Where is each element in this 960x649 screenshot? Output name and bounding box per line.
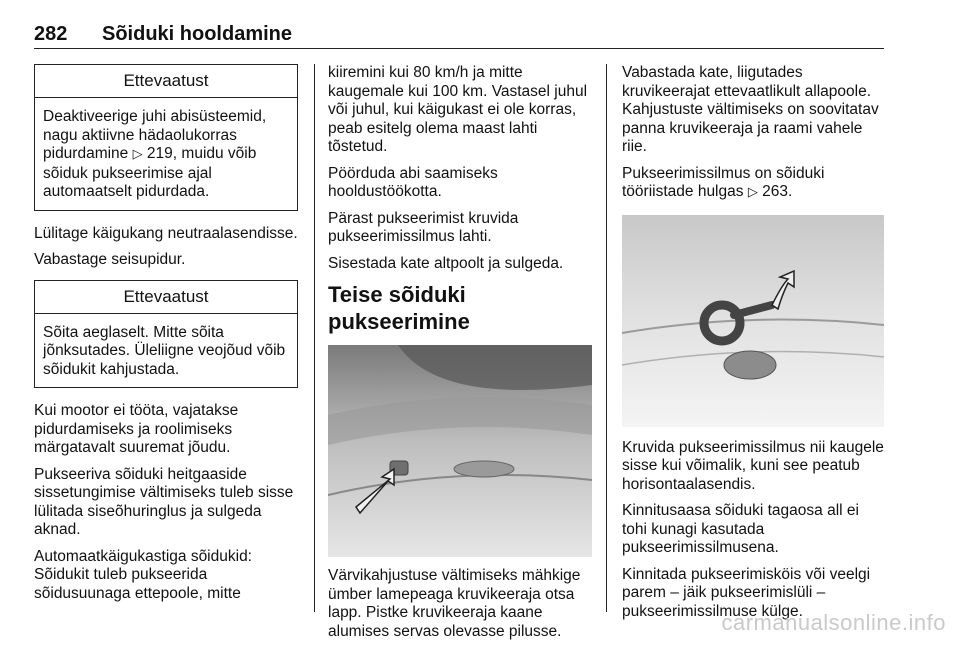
- paragraph: Pukseeriva sõiduki heitgaaside sissetungimise vältimiseks tuleb sisse lülitada siseõhuringlus ja sulgeda aknad.: [34, 465, 294, 538]
- column-divider: [314, 64, 315, 612]
- paragraph: Pöörduda abi saamiseks hooldustöökotta.: [328, 164, 498, 200]
- paragraph: Pukseerimissilmus on sõiduki tööriistade hulgas ▷ 263.: [622, 164, 825, 200]
- warning-title: Ettevaatust: [35, 65, 297, 98]
- page-number: 282: [34, 23, 68, 45]
- page-reference-arrow-icon: ▷: [747, 185, 758, 200]
- paragraph: Vabastage seisupidur.: [34, 251, 186, 268]
- paragraph: Lülitage käigukang neutraalasendisse.: [34, 224, 298, 242]
- header-rule: [34, 48, 884, 49]
- paragraph: Automaatkäigukastiga sõidukid: Sõidukit tuleb pukseerida sõidusuunaga ettepoole, mitte: [34, 547, 252, 602]
- paragraph: Kinnitusaasa sõiduki tagaosa all ei tohi kunagi kasutada pukseerimissilmusena.: [622, 502, 859, 556]
- paragraph: Sisestada kate altpoolt ja sulgeda.: [328, 254, 564, 272]
- page-header: [34, 22, 884, 46]
- paragraph: Kruvida pukseerimissilmus nii kaugele sisse kui võimalik, kuni see peatub horisontaalasendis.: [622, 438, 884, 493]
- paragraph: Kui mootor ei tööta, vajatakse pidurdamiseks ja roolimiseks märgatavalt suuremat jõudu.: [34, 402, 239, 456]
- watermark: carmanualsonline.info: [721, 610, 946, 635]
- paragraph: Vabastada kate, liigutades kruvikeerajat ettevaatlikult allapoole. Kahjustuste vältimiseks on soovitatav panna kruvikeeraja ja raami vahele riie.: [622, 64, 879, 155]
- warning-text: Sõita aeglaselt. Mitte sõita jõnksutades. Üleliigne veojõud võib sõidukit kahjustada.: [43, 323, 286, 378]
- page-reference[interactable]: 263: [762, 183, 788, 200]
- warning-box: [34, 64, 298, 211]
- paragraph: Värvikahjustuse vältimiseks mähkige ümber lamepeaga kruvikeeraja otsa lapp. Pistke kruvikeeraja kaane alumises servas olevasse pilusse.: [328, 567, 581, 640]
- warning-text: Deaktiveerige juhi abisüsteemid, nagu aktiivne hädaolukorras pidurdamine ▷ 219, muidu võib sõiduk pukseerimise ajal automaatselt pidurdada.: [43, 108, 267, 200]
- paragraph: kiiremini kui 80 km/h ja mitte kaugemale kui 100 km. Vastasel juhul või juhul, kui käigukast ei ole korras, peab esitelg olema maast lahti tõstetud.: [328, 64, 588, 155]
- paragraph: Kinnitada pukseerimisköis või veelgi parem – jäik pukseerimislüli – pukseerimissilmuse külge.: [622, 565, 871, 620]
- page-reference-arrow-icon: ▷: [132, 147, 143, 162]
- column-3: [622, 64, 886, 629]
- page-reference[interactable]: 219: [146, 145, 173, 162]
- page-title: Sõiduki hooldamine: [102, 23, 293, 45]
- warning-title: Ettevaatust: [35, 281, 297, 314]
- towing-eye-illustration: [622, 215, 884, 427]
- paragraph: Pärast pukseerimist kruvida pukseerimissilmus lahti.: [328, 209, 519, 245]
- warning-box: [34, 280, 298, 389]
- column-2: [328, 64, 594, 649]
- section-heading: Teise sõiduki pukseerimine: [328, 282, 470, 334]
- column-1: [34, 64, 298, 611]
- bumper-cover-illustration: [328, 345, 592, 557]
- column-divider: [606, 64, 607, 612]
